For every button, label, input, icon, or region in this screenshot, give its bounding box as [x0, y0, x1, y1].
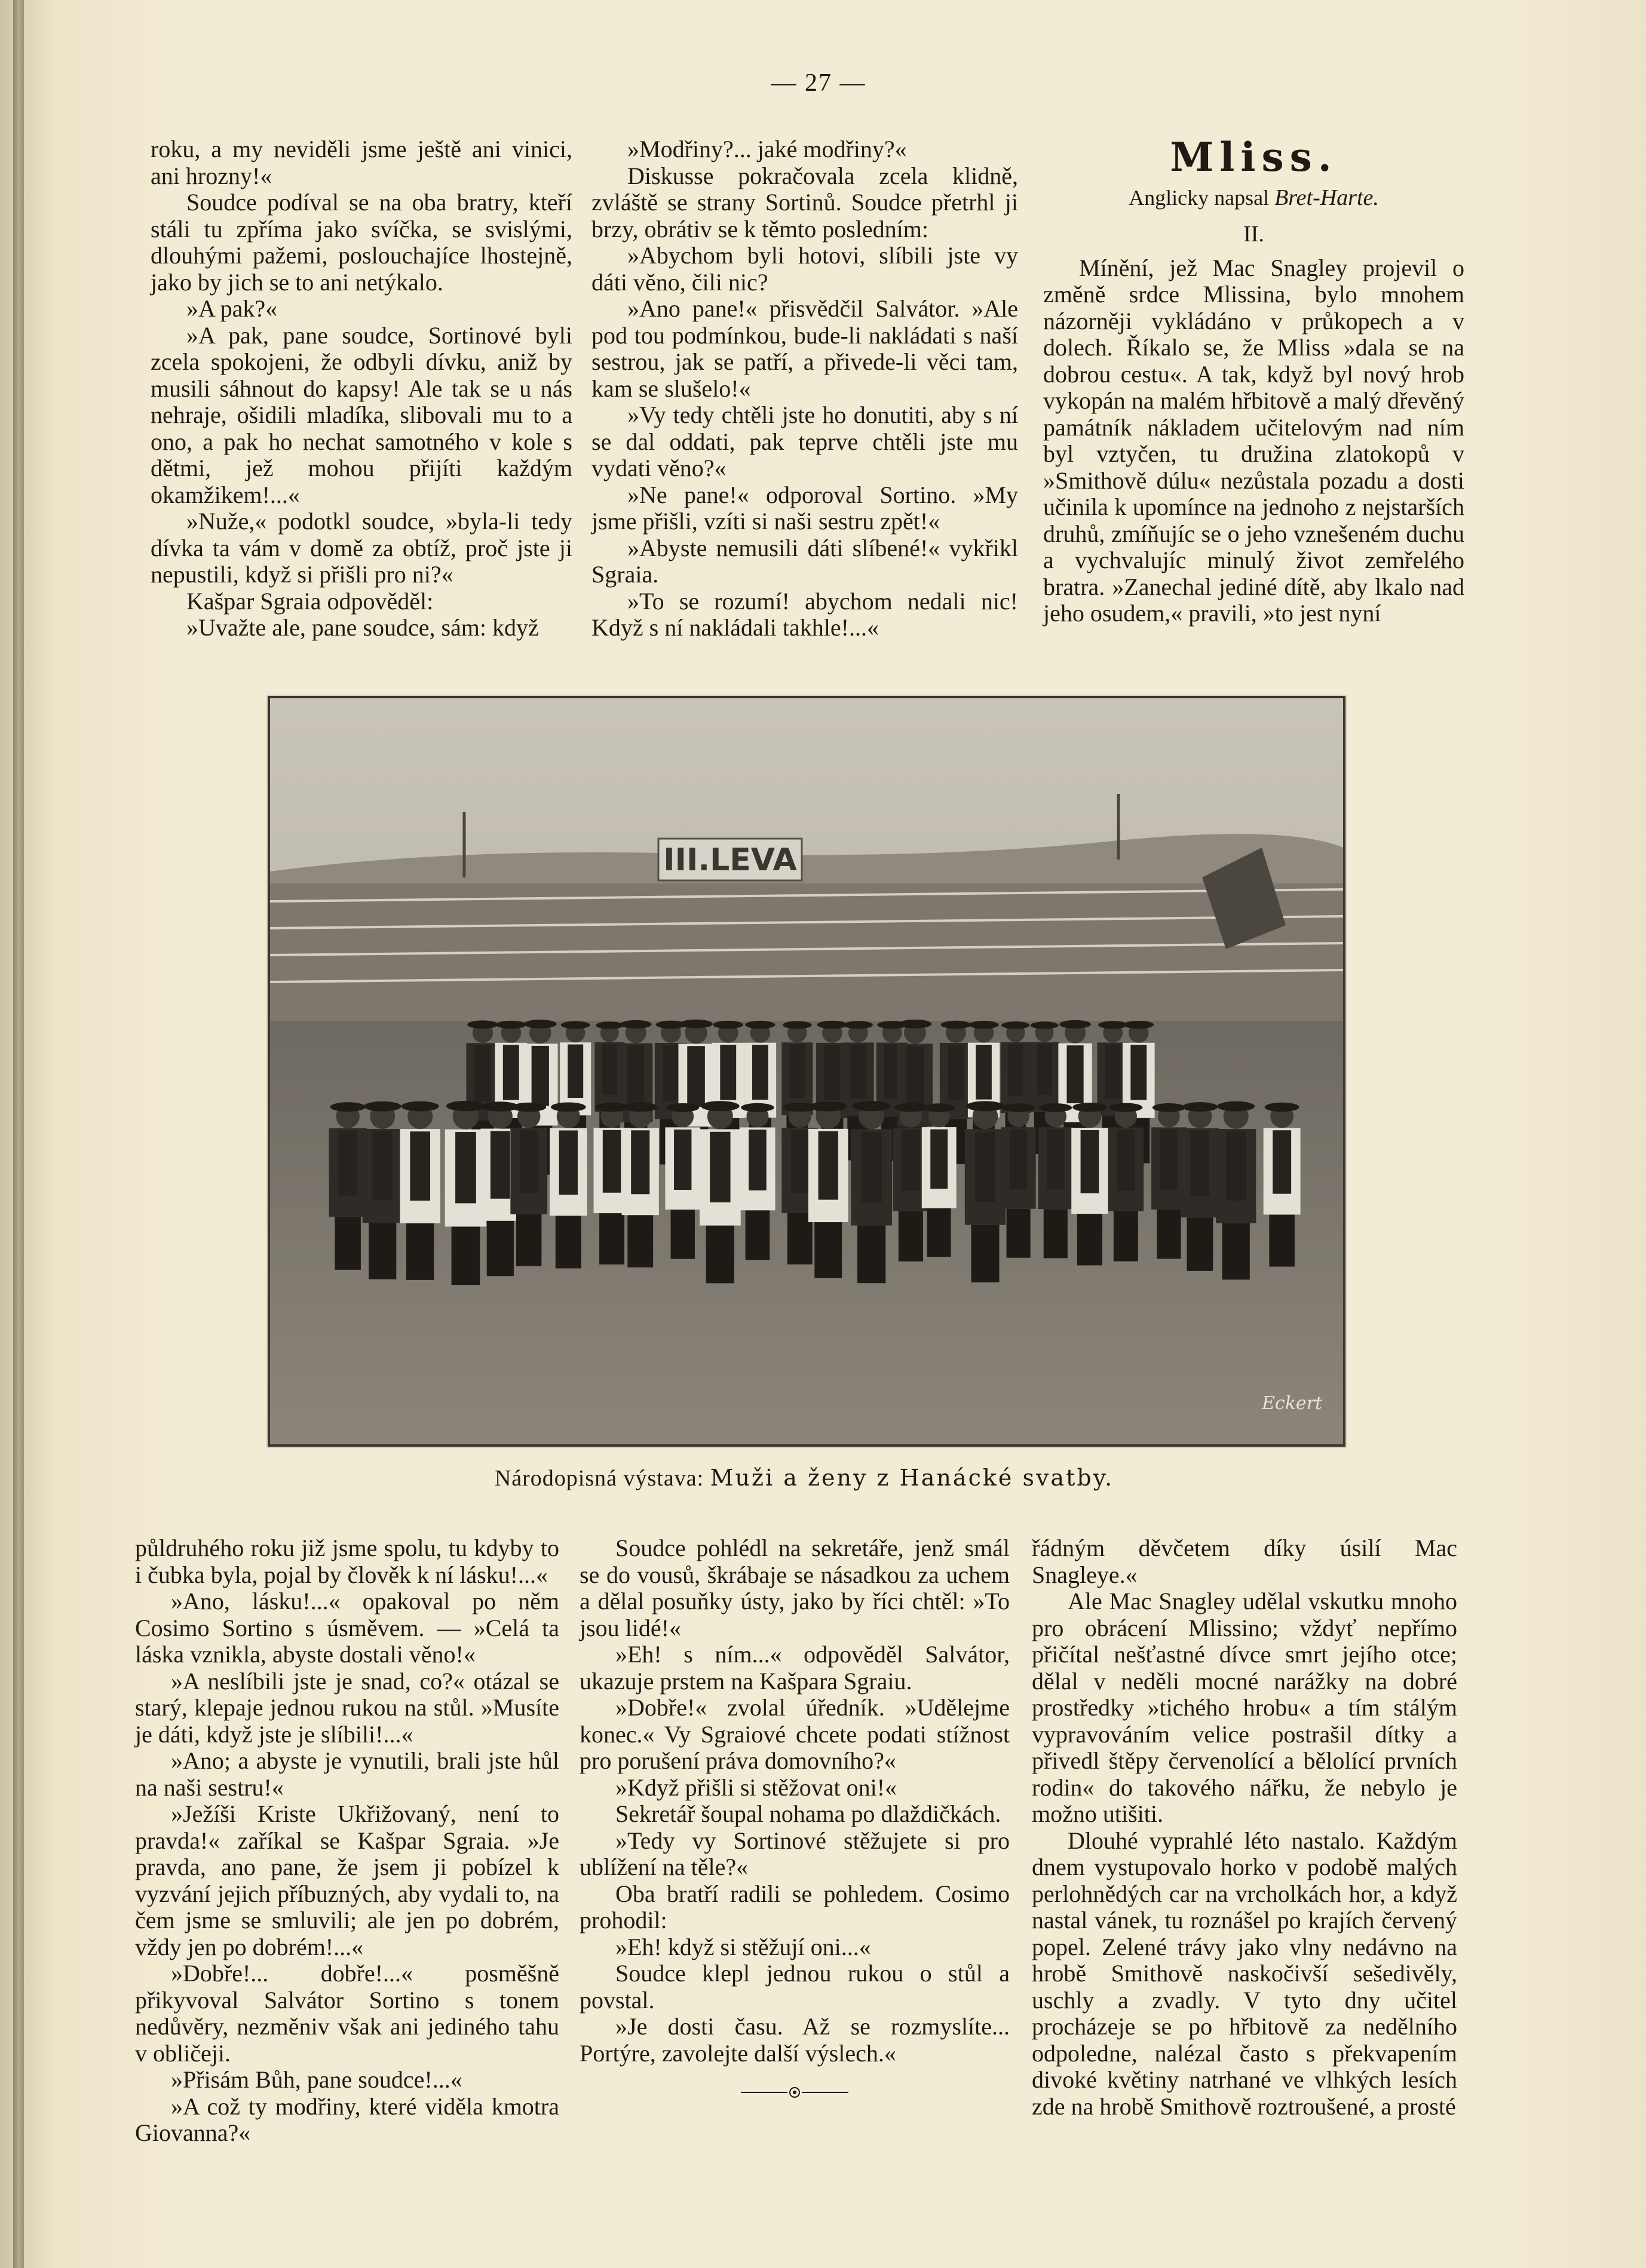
photographer-signature: Eckert: [1262, 1393, 1323, 1414]
ornament-icon: [735, 2085, 854, 2100]
section-number: II.: [1243, 222, 1264, 247]
paragraph: »Ano pane!« přisvědčil Salvátor. »Ale pod tou podmínkou, bude-li nakládati s naší sestrou, jak se patří, a přivede-li věci tam, kam se slušelo!«: [591, 295, 1018, 402]
paragraph: »Ježíši Kriste Ukřižovaný, není to pravda!« zaříkal se Kašpar Sgraia. »Je pravda, ano pane, že jsem ji pobízel k vyzvání jejich příbuzných, aby vydali to, na čem jsme se smluvili; ale jen po dobrém, vždy jen po dobrém!...«: [135, 1800, 559, 1960]
caption-prefix: Národopisná výstava:: [494, 1466, 704, 1491]
story-title: Mliss.: [1170, 134, 1338, 180]
photograph: [268, 696, 1345, 1447]
paragraph: »A což ty modřiny, které viděla kmotra Giovanna?«: [135, 2092, 559, 2146]
column-2-bottom: [580, 1535, 1010, 2106]
paragraph: »Modřiny?... jaké modřiny?«: [627, 136, 907, 162]
paragraph: »Abyste nemusili dáti slíbené!« vykřikl Sgraia.: [591, 534, 1018, 588]
paragraph: »Eh! s ním...« odpověděl Salvátor, ukazuje prstem na Kašpara Sgraiu.: [580, 1641, 1010, 1695]
paragraph: Kašpar Sgraia odpověděl:: [186, 587, 434, 615]
paragraph: »A pak, pane soudce, Sortinové byli zcela spokojeni, že odbyli dívku, aniž by musili sáhnout do kapsy! Ale tak se u nás nehraje, ošidili mladíka, slibovali mu to a ono, a pak ho nechat samotného v kole s dětmi, jež mohou přijíti každým okamžikem!...«: [151, 321, 572, 508]
paragraph: »Ano; a abyste je vynutili, brali jste hůl na naši sestru!«: [135, 1747, 559, 1801]
paragraph: »Je dosti času. Až se rozmyslíte... Portýre, zavolejte další výslech.«: [580, 2013, 1010, 2067]
photo-caption: [268, 1465, 1341, 1491]
paragraph: »Vy tedy chtěli jste ho donutiti, aby s ní se dal oddati, pak teprve chtěli jste mu vydati věno?«: [591, 401, 1018, 481]
paragraph: půldruhého roku již jsme spolu, tu kdyby to i čubka byla, pojal by člověk k ní lásku!...«: [135, 1534, 559, 1588]
paragraph: »Přisám Bůh, pane soudce!...«: [171, 2066, 462, 2093]
paragraph: »Dobře!« zvolal úředník. »Udělejme konec.« Vy Sgraiové chcete podati stížnost pro porušení práva domovního?«: [580, 1694, 1010, 1774]
paragraph: Oba bratří radili se pohledem. Cosimo prohodil:: [580, 1880, 1010, 1934]
paragraph: Diskusse pokračovala zcela klidně, zvláště se strany Sortinů. Soudce přetrhl ji brzy, obrátiv se k těmto posledním:: [591, 162, 1018, 243]
paragraph: Mínění, jež Mac Snagley projevil o změně srdce Mlissina, bylo mnohem názorněji vykládáno v průkopech a v dolech. Říkalo se, že Mliss »dala se na dobrou cestu«. A tak, když byl nový hrob vykopán na malém hřbitově a malý dřevěný památník nákladem učitelovým nad ním byl vztyčen, tu družina zlatokopů v »Smithově dúlu« nezůstala pozadu a dosti učinila k upomínce na jednoho z nejstarších druhů, zmíňujíc se o jeho vznešeném duchu a vychvalujíc minulý život zemřelého bratra. »Zanechal jediné dítě, aby lkalo nad jeho osudem,« pravili, »to jest nyní: [1043, 254, 1464, 627]
column-1-top: [151, 136, 572, 642]
paragraph: Soudce pohlédl na sekretáře, jenž smál se do vousů, škrábaje se násadkou za uchem a dělal posuňky ústy, jako by říci chtěl: »To jsou lidé!«: [580, 1534, 1010, 1641]
end-ornament: [580, 2079, 1010, 2106]
paragraph: roku, a my neviděli jsme ještě ani vinici, ani hrozny!«: [151, 136, 572, 189]
paragraph: »Uvažte ale, pane soudce, sám: když: [186, 614, 539, 641]
paragraph: řádným děvčetem díky úsilí Mac Snagleye.«: [1032, 1534, 1457, 1588]
column-2-top: [591, 136, 1018, 642]
paragraph: Sekretář šoupal nohama po dlaždičkách.: [615, 1800, 1001, 1827]
paragraph: »A pak?«: [186, 295, 278, 322]
paragraph: »To se rozumí! abychom nedali nic! Když s ní nakládali takhle!...«: [591, 587, 1018, 641]
paragraph: »Ne pane!« odporoval Sortino. »My jsme přišli, vzíti si naši sestru zpět!«: [591, 481, 1018, 535]
story-byline: [1043, 185, 1464, 210]
column-1-bottom: [135, 1535, 559, 2147]
paragraph: »Dobře!... dobře!...« posměšně přikyvoval Salvátor Sortino s tonem nedůvěry, nezměniv však ani jediného tahu v obličeji.: [135, 1960, 559, 2067]
paragraph: Soudce klepl jednou rukou o stůl a povstal.: [580, 1960, 1010, 2014]
column-3-bottom: [1032, 1535, 1457, 2120]
paragraph: Dlouhé vyprahlé léto nastalo. Každým dnem vystupovalo horko v podobě malých perlohnědých car na vrcholkách hor, a když nastal vánek, tu roznášel po krajích červený popel. Zelené trávy jako vlny nedávno na hrobě Smithově naskočivší sešedivěly, uschly a zvadly. V tyto dny učitel procházeje se po hřbitově za nedělního odpoledne, nalézal často s překvapením divoké květiny natrhané ve vlhkých lesích zde na hrobě Smithově roztroušené, a prosté: [1032, 1827, 1457, 2120]
sign-text: III.LEVA: [663, 842, 797, 878]
author-name: Bret-Harte.: [1274, 185, 1379, 210]
paragraph: »Eh! když si stěžují oni...«: [615, 1933, 871, 1960]
grandstand: [270, 883, 1343, 1027]
column-3-top: [1043, 136, 1464, 627]
binding-spine: [13, 0, 24, 2268]
paragraph: Ale Mac Snagley udělal vskutku mnoho pro obrácení Mlissino; vždyť nepřímo přičítal nešťastné dívce smrt jejího otce; dělal v neděli mocné narážky na dobré prostředky »tichého hrobu« a tím stálým vypravováním velice postrašil dítky a přivedl štěpy červenolící a bělolící prvních rodin« do takového nářku, že nebylo je možno utišiti.: [1032, 1588, 1457, 1827]
paragraph: Soudce podíval se na oba bratry, kteří stáli tu zpříma jako svíčka, se svislými, dlouhými pažemi, poslouchajíce lhostejně, jako by jich se to ani netýkalo.: [151, 189, 572, 296]
paragraph: »Abychom byli hotovi, slíbili jste vy dáti věno, čili nic?: [591, 242, 1018, 296]
paragraph: »Ano, lásku!...« opakoval po něm Cosimo Sortino s úsměvem. — »Celá ta láska vznikla, abyste dostali věno!«: [135, 1588, 559, 1668]
page-number: — 27 —: [771, 69, 866, 97]
paragraph: »Nuže,« podotkl soudce, »byla-li tedy dívka ta vám v domě za obtíž, proč jste ji nepustili, když si přišli pro ni?«: [151, 508, 572, 588]
caption-text: Muži a ženy z Hanácké svatby.: [710, 1465, 1114, 1491]
paragraph: »Tedy vy Sortinové stěžujete si pro ublížení na těle?«: [580, 1827, 1010, 1880]
byline-prefix: Anglicky napsal: [1129, 186, 1270, 210]
photo-illustration: [270, 698, 1343, 1444]
paragraph: »Když přišli si stěžovat oni!«: [615, 1773, 897, 1801]
paragraph: »A neslíbili jste je snad, co?« otázal se starý, klepaje jednou rukou na stůl. »Musíte je dáti, když jste je slíbili!...«: [135, 1667, 559, 1748]
